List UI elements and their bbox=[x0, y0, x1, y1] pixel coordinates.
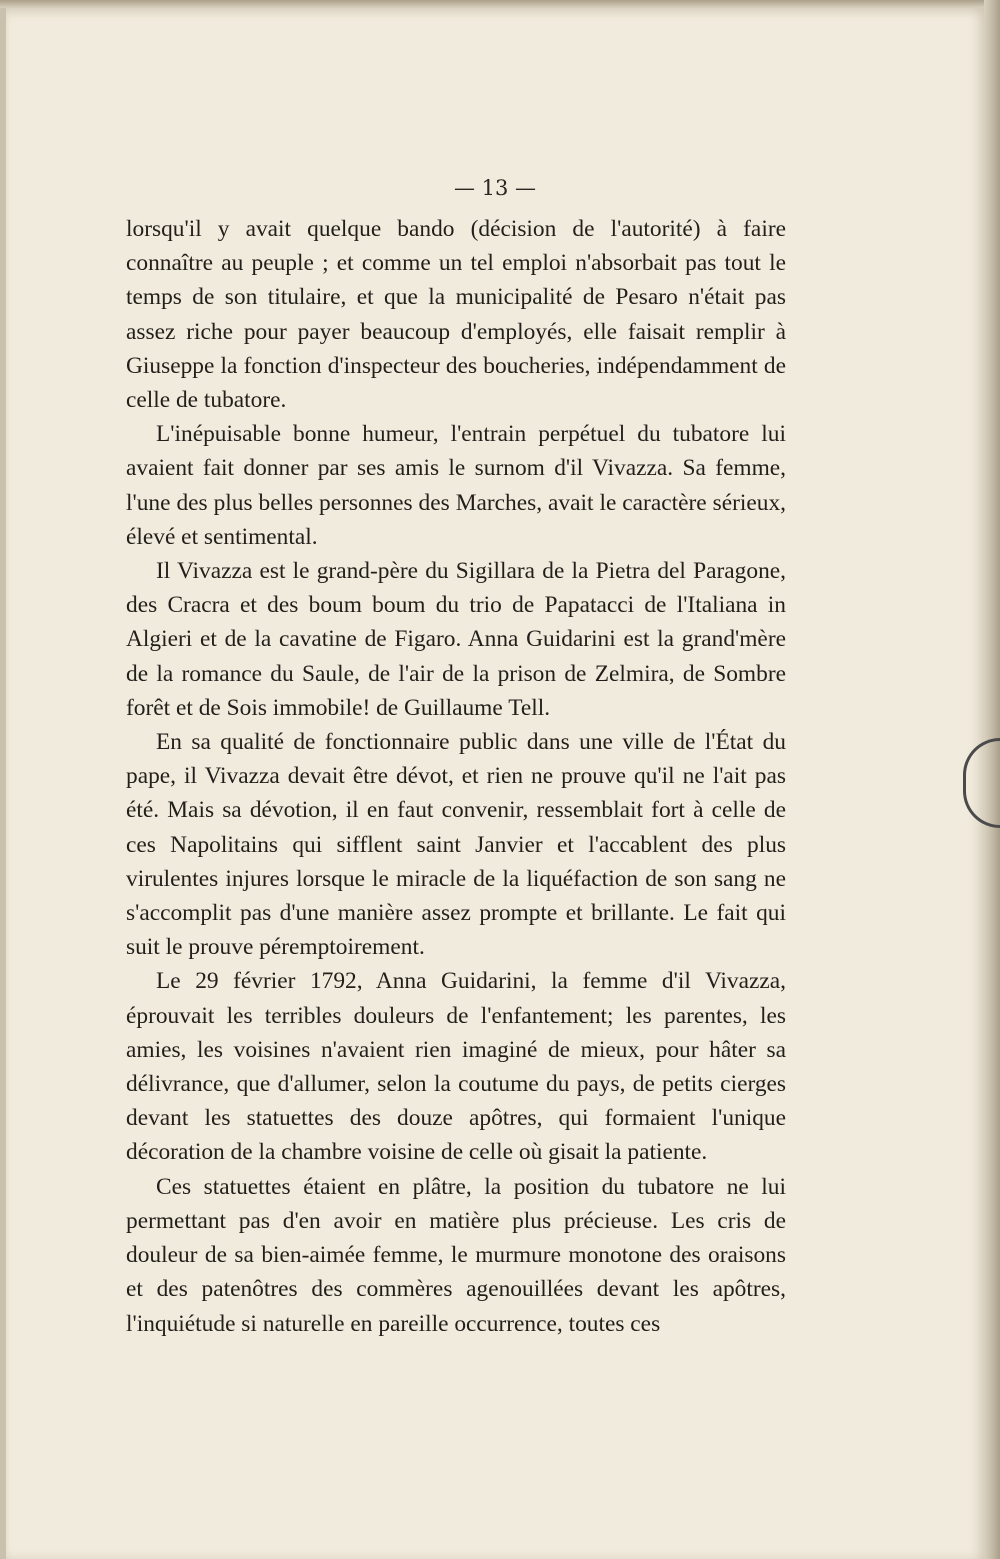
page-number: — 13 — bbox=[453, 176, 537, 200]
body-text bbox=[126, 212, 786, 1341]
paragraph: Il Vivazza est le grand-père du Sigillara de la Pietra del Paragone, des Cracra et des boum boum du trio de Papatacci de l'Italiana in Algieri et de la cavatine de Figaro. Anna Guidarini est la grand'mère de la romance du Saule, de l'air de la prison de Zelmira, de Sombre forêt et de Sois immobile! de Guillaume Tell. bbox=[126, 558, 786, 721]
paragraph: L'inépuisable bonne humeur, l'entrain perpétuel du tubatore lui avaient fait donner par ses amis le surnom d'il Vivazza. Sa femme, l'une des plus belles personnes des Marches, avait le caractère sérieux, élevé et sentimental. bbox=[126, 421, 786, 550]
paragraph: lorsqu'il y avait quelque bando (décision de l'autorité) à faire connaître au peuple ; et comme un tel emploi n'absorbait pas tout le temps de son titulaire, et que la municipalité de Pesaro n'était pas assez riche pour payer beaucoup d'employés, elle faisait remplir à Giuseppe la fonction d'inspecteur des boucheries, indépendamment de celle de tubatore. bbox=[126, 216, 786, 414]
paragraph: En sa qualité de fonctionnaire public dans une ville de l'État du pape, il Vivazza devait être dévot, et rien ne prouve qu'il ne l'ait pas été. Mais sa dévotion, il en faut convenir, ressemblait fort à celle de ces Napolitains qui sifflent saint Janvier et l'accablent des plus virulentes injures lorsque le miracle de la liquéfaction de son sang ne s'accomplit pas d'une manière assez prompte et brillante. Le fait qui suit le prouve péremptoirement. bbox=[126, 729, 786, 961]
top-page-edge bbox=[0, 0, 1000, 8]
book-page bbox=[6, 8, 984, 1559]
paragraph: Le 29 février 1792, Anna Guidarini, la femme d'il Vivazza, éprouvait les terribles douleurs de l'enfantement; les parentes, les amies, les voisines n'avaient rien imaginé de mieux, pour hâter sa délivrance, que d'allumer, selon la coutume du pays, de petits cierges devant les statuettes des douze apôtres, qui formaient l'unique décoration de la chambre voisine de celle où gisait la patiente. bbox=[126, 968, 786, 1166]
paragraph: Ces statuettes étaient en plâtre, la position du tubatore ne lui permettant pas d'en avoir en matière plus précieuse. Les cris de douleur de sa bien-aimée femme, le murmure monotone des oraisons et des patenôtres des commères agenouillées devant les apôtres, l'inquiétude si naturelle en pareille occurrence, toutes ces bbox=[126, 1173, 786, 1337]
